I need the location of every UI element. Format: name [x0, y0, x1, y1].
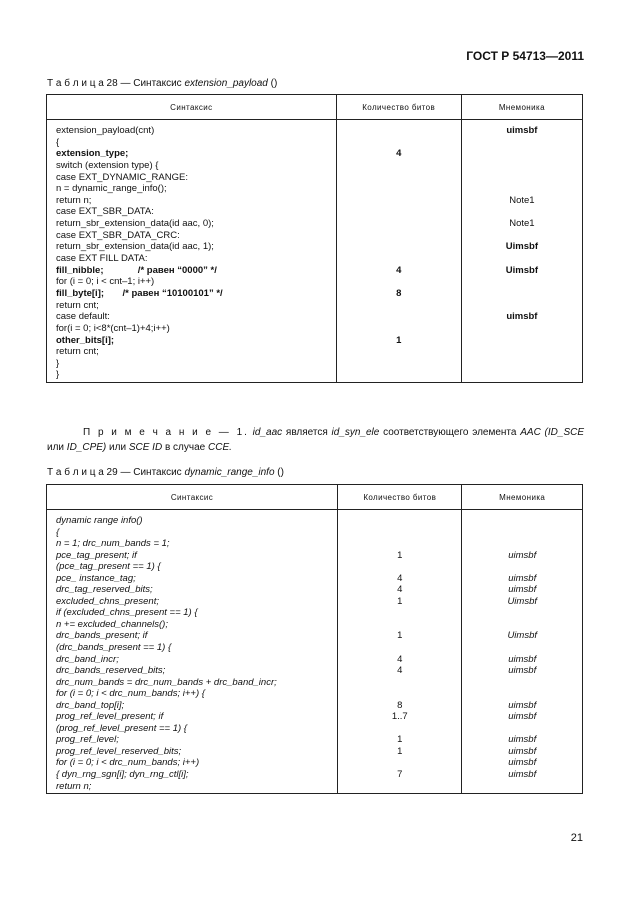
bits-line	[339, 781, 460, 793]
mnemonic-line: Uimsbf	[505, 264, 538, 276]
syntax-line: drc_num_bands = drc_num_bands + drc_band_incr;	[56, 676, 277, 688]
table28	[46, 94, 583, 383]
table28-note: П р и м е ч а н и е — 1. id_aac является id_syn_ele соответствующего элемента AAC (ID_SCE или ID_CPE) или SCE ID в случае CCE.	[47, 427, 585, 453]
mnemonic-line	[463, 172, 581, 184]
bits-line	[339, 607, 460, 619]
mnemonic-line	[463, 607, 581, 619]
bits-line: 1	[397, 595, 403, 607]
syntax-line: }	[56, 369, 60, 381]
syntax-line: fill_nibble; /* равен “0000” */	[56, 264, 217, 276]
syntax-line: for (i = 0; i < drc_num_bands; i++)	[56, 757, 200, 769]
bits-line: 4	[396, 264, 402, 276]
mnemonic-line	[463, 358, 581, 370]
bits-line: 1	[397, 745, 403, 757]
mnemonic-column	[461, 124, 582, 383]
syntax-line: extension_payload(cnt)	[56, 125, 155, 136]
bits-column	[338, 514, 462, 794]
bits-line	[339, 561, 460, 573]
mnemonic-line: uimsbf	[508, 699, 537, 711]
bits-line: 1	[396, 334, 402, 346]
col-syntax-header: Синтаксис	[47, 485, 338, 510]
bits-line	[338, 358, 460, 370]
table29-caption: Т а б л и ц а 29 — Синтаксис dynamic_range_info ()	[47, 467, 284, 478]
syntax-line: fill_byte[i]; /* равен “10100101” */	[56, 287, 223, 299]
syntax-line: }	[56, 357, 60, 369]
mnemonic-column	[462, 514, 583, 794]
bits-line	[338, 183, 460, 195]
syntax-line: return n;	[56, 780, 92, 792]
syntax-line: n += excluded_channels();	[56, 618, 168, 630]
col-mnemonic-header: Мнемоника	[461, 95, 582, 120]
mnemonic-line: uimsbf	[506, 125, 538, 136]
syntax-line: { dyn_rng_sgn[i]; dyn_rng_ctl[i];	[56, 769, 189, 781]
bits-line	[338, 172, 460, 184]
syntax-line: {	[56, 136, 60, 148]
mnemonic-line: Uimsbf	[507, 630, 537, 642]
syntax-line: for (i = 0; i < cnt–1; i++)	[56, 276, 155, 288]
syntax-line: if (excluded_chns_present == 1) {	[56, 607, 198, 619]
bits-line	[338, 230, 460, 242]
syntax-line: (pce_tag_present == 1) {	[56, 561, 161, 573]
col-bits-header: Количество битов	[338, 485, 462, 510]
bits-line	[338, 125, 460, 137]
bits-line	[338, 369, 460, 381]
syntax-line: switch (extension type) {	[56, 159, 159, 171]
mnemonic-line: uimsbf	[508, 653, 537, 665]
mnemonic-line: uimsbf	[508, 769, 537, 781]
bits-line	[338, 253, 460, 265]
bits-line	[338, 195, 460, 207]
mnemonic-line	[463, 642, 581, 654]
col-bits-header: Количество битов	[336, 95, 461, 120]
mnemonic-line	[463, 527, 581, 539]
syntax-line: prog_ref_level_reserved_bits;	[56, 745, 182, 757]
syntax-line: prog_ref_level;	[56, 734, 119, 746]
bits-line: 4	[396, 148, 402, 160]
mnemonic-line	[463, 515, 581, 527]
mnemonic-line	[463, 300, 581, 312]
syntax-line: pce_ instance_tag;	[56, 572, 136, 584]
bits-line	[339, 538, 460, 550]
syntax-line: for(i = 0; i<8*(cnt–1)+4;i++)	[56, 322, 170, 334]
syntax-line: case EXT_DYNAMIC_RANGE:	[56, 171, 188, 183]
mnemonic-line: Uimsbf	[505, 241, 538, 253]
syntax-line: pce_tag_present; if	[56, 549, 137, 561]
mnemonic-line	[463, 369, 581, 381]
syntax-line: return_sbr_extension_data(id aac, 0);	[56, 218, 214, 230]
bits-line: 4	[397, 665, 403, 677]
syntax-line: drc_band_incr;	[56, 653, 119, 665]
syntax-line: case EXT_SBR_DATA:	[56, 206, 154, 218]
syntax-column	[47, 514, 338, 794]
mnemonic-line: uimsbf	[508, 584, 537, 596]
syntax-line: (prog_ref_level_present == 1) {	[56, 722, 187, 734]
syntax-line: prog_ref_level_present; if	[56, 711, 164, 723]
col-syntax-header: Синтаксис	[47, 95, 337, 120]
mnemonic-line: uimsbf	[508, 734, 537, 746]
mnemonic-line	[463, 137, 581, 149]
bits-line	[338, 276, 460, 288]
table29	[46, 484, 583, 794]
bits-line	[338, 137, 460, 149]
mnemonic-line	[463, 561, 581, 573]
syntax-line: return_sbr_extension_data(id aac, 1);	[56, 241, 214, 253]
mnemonic-line	[463, 323, 581, 335]
bits-line: 1	[397, 734, 403, 746]
mnemonic-line: Uimsbf	[507, 595, 537, 607]
syntax-line: case EXT FILL DATA:	[56, 253, 148, 265]
syntax-line: case EXT_SBR_DATA_CRC:	[56, 229, 180, 241]
syntax-line: return cnt;	[56, 299, 99, 311]
syntax-line: case default:	[56, 311, 110, 323]
syntax-line: dynamic range info()	[56, 515, 143, 526]
syntax-line: drc_bands_present; if	[56, 630, 148, 642]
mnemonic-line	[463, 206, 581, 218]
mnemonic-line	[463, 335, 581, 347]
bits-line	[339, 757, 460, 769]
syntax-column	[47, 124, 337, 383]
mnemonic-line	[463, 148, 581, 160]
bits-line	[338, 160, 460, 172]
mnemonic-line	[463, 183, 581, 195]
mnemonic-line	[463, 346, 581, 358]
mnemonic-line	[463, 538, 581, 550]
bits-line	[339, 723, 460, 735]
mnemonic-line: uimsbf	[508, 745, 537, 757]
mnemonic-line	[463, 781, 581, 793]
mnemonic-line: uimsbf	[508, 572, 537, 584]
syntax-line: return n;	[56, 194, 92, 206]
syntax-line: return cnt;	[56, 346, 99, 358]
bits-line: 4	[397, 572, 403, 584]
syntax-line: excluded_chns_present;	[56, 595, 159, 607]
syntax-line: {	[56, 526, 60, 538]
syntax-line: n = dynamic_range_info();	[56, 183, 167, 195]
bits-line: 7	[397, 769, 403, 781]
mnemonic-line: uimsbf	[508, 665, 537, 677]
bits-line	[338, 323, 460, 335]
syntax-line: extension_type;	[56, 148, 129, 160]
bits-line	[339, 515, 460, 527]
mnemonic-line: uimsbf	[508, 711, 537, 723]
bits-line: 1	[397, 549, 403, 561]
mnemonic-line: uimsbf	[506, 311, 538, 323]
syntax-line: for (i = 0; i < drc_num_bands; i++) {	[56, 688, 205, 700]
col-mnemonic-header: Мнемоника	[462, 485, 583, 510]
syntax-line: drc_tag_reserved_bits;	[56, 584, 153, 596]
syntax-line: n = 1; drc_num_bands = 1;	[56, 538, 170, 550]
bits-line	[339, 688, 460, 700]
bits-line	[338, 300, 460, 312]
mnemonic-line	[463, 677, 581, 689]
bits-line: 1..7	[391, 711, 408, 723]
bits-line	[338, 206, 460, 218]
bits-line: 8	[396, 287, 402, 299]
bits-line: 1	[397, 630, 403, 642]
mnemonic-line	[463, 723, 581, 735]
bits-line	[338, 346, 460, 358]
document-code: ГОСТ Р 54713—2011	[466, 49, 584, 63]
mnemonic-line	[463, 230, 581, 242]
syntax-line: drc_bands_reserved_bits;	[56, 665, 166, 677]
bits-column	[336, 124, 461, 383]
table28-caption: Т а б л и ц а 28 — Синтаксис extension_payload ()	[47, 78, 278, 89]
mnemonic-line	[463, 619, 581, 631]
bits-line	[339, 619, 460, 631]
bits-line	[338, 218, 460, 230]
bits-line	[339, 527, 460, 539]
syntax-line: other_bits[i];	[56, 334, 115, 346]
bits-line	[338, 311, 460, 323]
mnemonic-line: Note1	[509, 194, 535, 206]
mnemonic-line: uimsbf	[508, 757, 537, 769]
syntax-line: drc_band_top[i];	[56, 699, 125, 711]
bits-line: 4	[397, 653, 403, 665]
bits-line	[338, 241, 460, 253]
bits-line: 4	[397, 584, 403, 596]
mnemonic-line	[463, 288, 581, 300]
mnemonic-line: uimsbf	[508, 549, 537, 561]
mnemonic-line	[463, 160, 581, 172]
bits-line	[339, 642, 460, 654]
syntax-line: (drc_bands_present == 1) {	[56, 642, 172, 654]
bits-line: 8	[397, 699, 403, 711]
mnemonic-line	[463, 253, 581, 265]
mnemonic-line	[463, 276, 581, 288]
mnemonic-line	[463, 688, 581, 700]
bits-line	[339, 677, 460, 689]
mnemonic-line: Note1	[509, 218, 535, 230]
page-number: 21	[570, 832, 583, 844]
